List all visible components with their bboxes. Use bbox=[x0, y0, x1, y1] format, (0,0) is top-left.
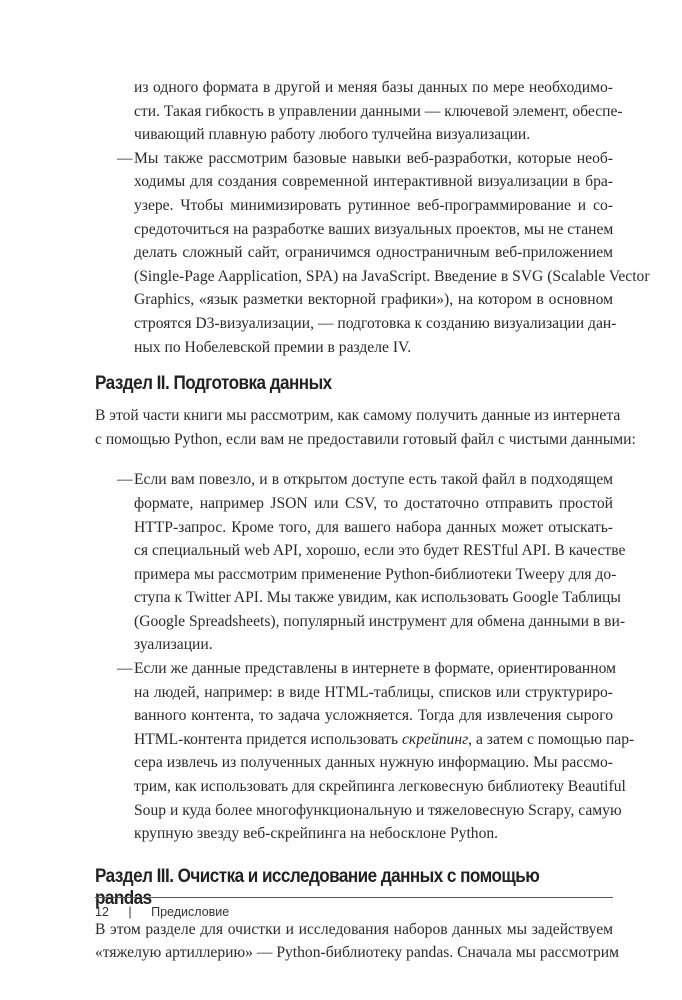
text-line: (Single-Page Aapplication, SPA) на JavaScript. Введение в SVG (Scalable Vector bbox=[134, 267, 650, 285]
list-item bbox=[95, 468, 626, 657]
text-line: с помощью Python, если вам не предоставили готовый файл с чистыми данными: bbox=[95, 430, 636, 448]
text-line: ных по Нобелевской премии в разделе IV. bbox=[134, 338, 412, 356]
text-line: Soup и куда более многофункциональную и тяжеловесную Scrapy, самую bbox=[134, 801, 622, 819]
text-line: HTTP-запрос. Кроме того, для вашего набора данных может отыскать- bbox=[134, 518, 613, 536]
text-line: В этой части книги мы рассмотрим, как самому получить данные из интернета bbox=[95, 407, 621, 425]
list-dash: — bbox=[117, 149, 133, 167]
section-heading: Раздел II. Подготовка данных bbox=[95, 373, 332, 395]
text-segment: HTML-контента придется использовать bbox=[134, 730, 403, 748]
text-line: В этом разделе для очистки и исследования наборов данных мы задействуем bbox=[95, 920, 613, 938]
text-line: средоточиться на разработке ваших визуальных проектов, мы не станем bbox=[134, 220, 614, 238]
list-dash: — bbox=[117, 660, 133, 678]
list-item bbox=[95, 657, 635, 846]
list-dash: — bbox=[117, 471, 133, 489]
text-line: на людей, например: в виде HTML-таблицы, списков или структуриро- bbox=[134, 683, 613, 701]
text-line: Если же данные представлены в интернете в формате, ориентированном bbox=[134, 660, 616, 678]
text-line: узере. Чтобы минимизировать рутинное веб-программирование и со- bbox=[134, 196, 613, 214]
text-line: Если вам повезло, и в открытом доступе есть такой файл в подходящем bbox=[134, 471, 613, 489]
text-line: сти. Такая гибкость в управлении данными — ключевой элемент, обеспе- bbox=[134, 102, 623, 120]
text-line: из одного формата в другой и меняя базы данных по мере необходимо- bbox=[134, 79, 613, 96]
text-line: ступа к Twitter API. Мы также увидим, как использовать Google Таблицы bbox=[134, 589, 621, 607]
page-content bbox=[95, 76, 650, 965]
page-footer bbox=[95, 897, 613, 919]
text-line: «тяжелую артиллерию» — Python-библиотеку pandas. Сначала мы рассмотрим bbox=[95, 944, 619, 962]
text-line: ванного контента, то задача усложняется. Тогда для извлечения сырого bbox=[134, 707, 613, 725]
text-line: делать сложный сайт, ограничимся одностраничным веб-приложением bbox=[134, 244, 613, 262]
chapter-title: Предисловие bbox=[151, 905, 230, 919]
text-line: крупную звезду веб-скрейпинга на небосклоне Python. bbox=[134, 825, 499, 843]
section-intro bbox=[95, 404, 636, 451]
list-item-text bbox=[95, 657, 635, 846]
list-item bbox=[95, 147, 650, 359]
page-number: 12 bbox=[95, 905, 109, 919]
text-line bbox=[134, 728, 635, 752]
text-line: строятся D3-визуализации, — подготовка к созданию визуализации дан- bbox=[134, 314, 617, 332]
text-line: ходимы для создания современной интерактивной визуализации в бра- bbox=[134, 173, 613, 191]
text-line: зуализации. bbox=[134, 636, 213, 654]
section-intro bbox=[95, 918, 619, 965]
italic-term: скрейпинг bbox=[402, 730, 469, 748]
text-line: ся специальный web API, хорошо, если это будет RESTful API. В качестве bbox=[134, 542, 626, 560]
text-line: (Google Spreadsheets), популярный инструмент для обмена данными в ви- bbox=[134, 612, 626, 630]
text-line: чивающий плавную работу любого тулчейна визуализации. bbox=[134, 126, 531, 144]
text-line: трим, как использовать для скрейпинга легковесную библиотеку Beautiful bbox=[134, 778, 626, 796]
list-item-text bbox=[95, 468, 626, 657]
text-line: примера мы рассмотрим применение Python-библиотеки Tweepy для до- bbox=[134, 565, 617, 583]
text-segment: , а затем с помощью пар- bbox=[468, 730, 635, 748]
text-line: сера извлечь из полученных данных нужную информацию. Мы рассмо- bbox=[134, 754, 613, 772]
footer-separator: | bbox=[128, 905, 132, 919]
text-line: формате, например JSON или CSV, то достаточно отправить простой bbox=[134, 494, 613, 512]
intro-continuation bbox=[95, 76, 623, 147]
section-heading: Раздел III. Очистка и исследование данных с помощью pandas bbox=[95, 865, 540, 909]
list-item-text bbox=[95, 147, 650, 359]
text-line: Мы также рассмотрим базовые навыки веб-разработки, которые необ- bbox=[134, 149, 613, 167]
text-line: Graphics, «язык разметки векторной графики»), на котором в основном bbox=[134, 291, 613, 309]
